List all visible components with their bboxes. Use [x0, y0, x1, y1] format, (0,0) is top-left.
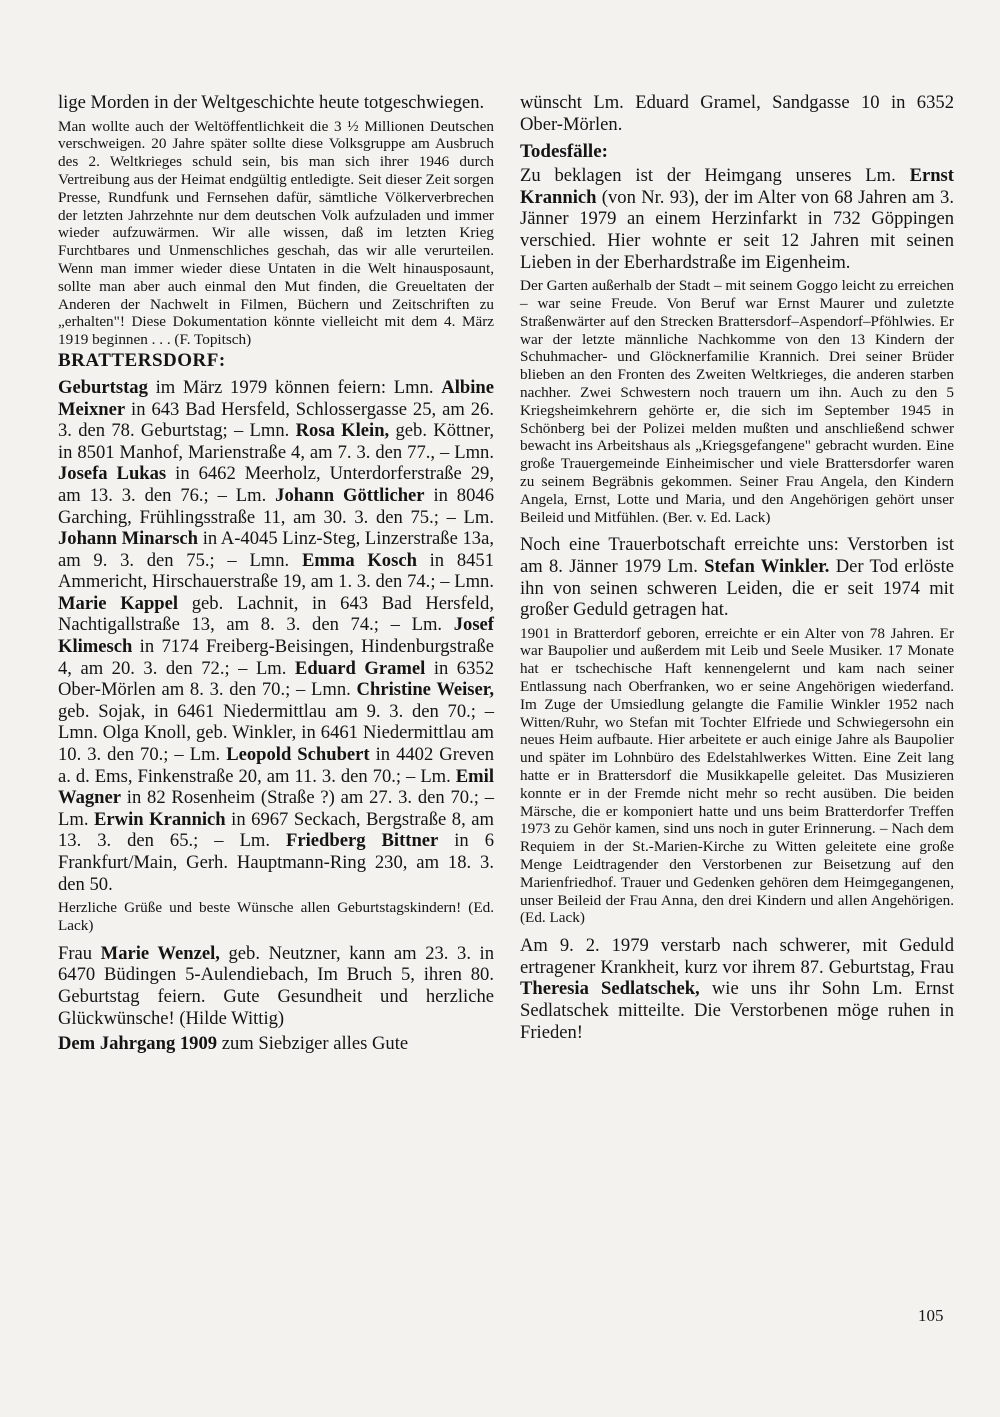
bold-name: Theresia Sedlatschek,	[520, 978, 700, 1000]
bold-name: Marie Wenzel,	[100, 942, 220, 964]
bold-name: Marie Kappel	[58, 592, 179, 614]
bold-name: Emil Wagner	[58, 765, 494, 809]
sedlatschek-obituary: Am 9. 2. 1979 verstarb nach schwerer, mit Geduld ertragener Krankheit, kurz vor ihrem 87. Geburtstag, Frau Theresia Sedlatschek, wie uns ihr Sohn Lm. Ernst Sedlatschek mitteilte. Die Verstorbenen möge ruhen in Frieden!	[520, 935, 954, 1043]
winkler-obituary: Noch eine Trauerbotschaft erreichte uns: Verstorben ist am 8. Jänner 1979 Lm. Stefan Winkler. Der Tod erlöste ihn von seinen schweren Leiden, die er seit 1974 mit großer Geduld getragen hat.	[520, 534, 954, 621]
gramel-greeting-end: wünscht Lm. Eduard Gramel, Sandgasse 10 in 6352 Ober-Mörlen.	[520, 92, 954, 135]
bold-name: Erwin Krannich	[94, 808, 226, 830]
bold-name: Friedberg Bittner	[286, 830, 439, 852]
jahrgang-paragraph: Dem Jahrgang 1909 zum Siebziger alles Gute	[58, 1033, 409, 1055]
krannich-obituary-detail: Der Garten außerhalb der Stadt – mit seinem Goggo leicht zu erreichen – war seine Freude. Von Beruf war Ernst Maurer und zuletzte Straßenwärter auf den Strecken Brattersdorf–Aspendorf–Pföhlwies. Er war der letzte männliche Nachkomme von den 13 Kindern der Schuhmacher- und Glöcknerfamilie Krannich. Drei seiner Brüder blieben an den Fronten des Zweiten Weltkrieges, die anderen starben nachher. Zwei Schwestern noch trauern um ihn. Auch zu den 5 Kriegsheimkehrern gehörte er, die sich im September 1945 in Schönberg bei der Polizei melden mußten und anschließend schwer bewacht ins Arbeitshaus als „Kriegsgefangene" gebracht wurden. Eine große Trauergemeinde Einheimischer und viele Brattersdorfer waren zu seinem Begräbnis gekommen. Seiner Frau Angela, den Kindern Angela, Ernst, Lotte und Maria, und den Angehörigen gehört unser Beileid und Mitfühlen. (Ber. v. Ed. Lack)	[520, 277, 954, 526]
winkler-obituary-detail: 1901 in Bratterdorf geboren, erreichte er ein Alter von 78 Jahren. Er war Baupolier und außerdem mit Leib und Seele Musiker. 17 Monate hat er tschechische Haft kennengelernt und kam nach seiner Entlassung nach Oberfranken, wo er seine Angehörigen wiederfand. Im Zuge der Umsiedlung gelangte die Familie Winkler 1952 nach Witten/Ruhr, wo Stefan mit Tochter Elfriede und Schwiegersohn ein neues Heim aufbaute. Hier arbeitete er auch einige Jahre als Baupolier und später im Lohnbüro des Edelstahlwerkes Witten. Eine Zeit lang hatte er in Brattersdorf die Musikkapelle geleitet. Das Musizieren konnte er in der Fremde nicht mehr so recht ausüben. Die beiden Märsche, die er komponiert hatte und uns beim Bratterdorfer Treffen 1973 zu Gehör kamen, sind uns noch in guter Erinnerung. – Nach dem Requiem in der St.-Marien-Kirche zu Witten geleitete eine große Menge Leidtragender den Verstorbenen zur Beisetzung auf den Marienfriedhof. Trauer und Gedenken gehören dem Heimgegangenen, unser Beileid der Frau Anna, den drei Kindern und allen Angehörigen. (Ed. Lack)	[520, 624, 954, 927]
bold-name: Johann Göttlicher	[275, 484, 425, 506]
birthday-paragraph: Geburtstag im März 1979 können feiern: Lmn. Albine Meixner in 643 Bad Hersfeld, Schlossergasse 25, am 26. 3. den 78. Geburtstag; – Lmn. Rosa Klein, geb. Köttner, in 8501 Manhof, Marienstraße 4, am 7. 3. den 77., – Lmn. Josefa Lukas in 6462 Meerholz, Unterdorferstraße 29, am 13. 3. den 76.; – Lm. Johann Göttlicher in 8046 Garching, Frühlingsstraße 11, am 30. 3. den 75.; – Lm. Johann Minarsch in A-4045 Linz-Steg, Linzerstraße 13a, am 9. 3. den 75.; – Lmn. Emma Kosch in 8451 Ammericht, Hirschauerstraße 19, am 1. 3. den 74.; – Lmn. Marie Kappel geb. Lachnit, in 643 Bad Hersfeld, Nachtigallstraße 13, am 8. 3. den 74.; – Lm. Josef Klimesch in 7174 Freiberg-Beisingen, Hindenburgstraße 4, am 20. 3. den 72.; – Lm. Eduard Gramel in 6352 Ober-Mörlen am 8. 3. den 70.; – Lmn. Christine Weiser, geb. Sojak, in 6461 Niedermittlau am 9. 3. den 70.; – Lmn. Olga Knoll, geb. Winkler, in 6461 Niedermittlau am 10. 3. den 70.; – Lm. Leopold Schubert in 4402 Greven a. d. Ems, Finkenstraße 20, am 11. 3. den 70.; – Lm. Emil Wagner in 82 Rosenheim (Straße ?) am 27. 3. den 70.; – Lm. Erwin Krannich in 6967 Seckach, Bergstraße 8, am 13. 3. den 65.; – Lm. Friedberg Bittner in 6 Frankfurt/Main, Gerh. Hauptmann-Ring 230, am 18. 3. den 50.	[58, 376, 495, 895]
bold-name: Emma Kosch	[301, 549, 417, 571]
bold-name: Johann Minarsch	[58, 528, 199, 550]
page-number: 105	[918, 1306, 944, 1325]
wenzel-paragraph: Frau Marie Wenzel, geb. Neutzner, kann am 23. 3. in 6470 Büdingen 5-Aulendiebach, Im Bruch 5, ihren 80. Geburtstag feiern. Gute Gesundheit und herzliche Glückwünsche! (Hilde Wittig)	[58, 942, 495, 1029]
bold-name: Eduard Gramel	[294, 657, 426, 679]
dokumentation-paragraph: Man wollte auch der Weltöffentlichkeit die 3 ½ Millionen Deutschen verschweigen. 20 Jahre später sollte diese Volksgruppe am Ausbruch des 2. Weltkrieges schuld sein, bis man sich ihrer 1946 durch Vertreibung aus der Heimat endgültig entledigte. Seit dieser Zeit sorgen Presse, Rundfunk und Fernsehen dafür, sämtliche Völkerverbrechen der letzten Jahrzehnte nur dem deutschen Volk aufzuladen und immer wieder aufzuwärmen. Wir alle wissen, daß im letzten Krieg Furchtbares und Unmenschliches geschah, das wir alle verurteilen. Wenn man immer wieder diese Untaten in die Welt hinausposaunt, sollte man aber auch einmal den Mut finden, die Greueltaten der Anderen der Nachwelt in Filmen, Büchern und Zeitschriften zu „erhalten"! Diese Dokumentation könnte vielleicht mit dem 4. März 1919 beginnen . . . (F. Topitsch)	[58, 117, 494, 349]
section-title-todesfaelle: Todesfälle:	[520, 141, 608, 163]
intro-paragraph-end: lige Morden in der Weltgeschichte heute totgeschwiegen.	[58, 92, 485, 113]
bold-name: Geburtstag	[58, 376, 148, 398]
bold-name: Stefan Winkler.	[704, 555, 830, 577]
bold-name: Josefa Lukas	[58, 463, 167, 485]
left-column	[58, 92, 494, 1055]
bold-name: Ernst Krannich	[520, 165, 954, 208]
bold-name: Rosa Klein,	[295, 420, 390, 442]
section-title-brattersdorf: BRATTERSDORF:	[58, 349, 226, 371]
bold-name: Leopold Schubert	[226, 744, 370, 766]
bold-name: Josef Klimesch	[58, 614, 494, 658]
bold-name: Albine Meixner	[58, 376, 494, 420]
bold-name: Christine Weiser,	[356, 679, 494, 701]
bold-name: Dem Jahrgang 1909	[58, 1033, 218, 1055]
krannich-obituary: Zu beklagen ist der Heimgang unseres Lm. Ernst Krannich (von Nr. 93), der im Alter von 68 Jahren am 3. Jänner 1979 an einem Herzinfarkt in 732 Göppingen verschied. Hier wohnte er seit 12 Jahren mit seinen Lieben in der Eberhardstraße im Eigenheim.	[520, 165, 954, 273]
birthday-greeting: Herzliche Grüße und beste Wünsche allen Geburtstagskindern! (Ed. Lack)	[58, 899, 494, 934]
right-column	[520, 92, 954, 1043]
